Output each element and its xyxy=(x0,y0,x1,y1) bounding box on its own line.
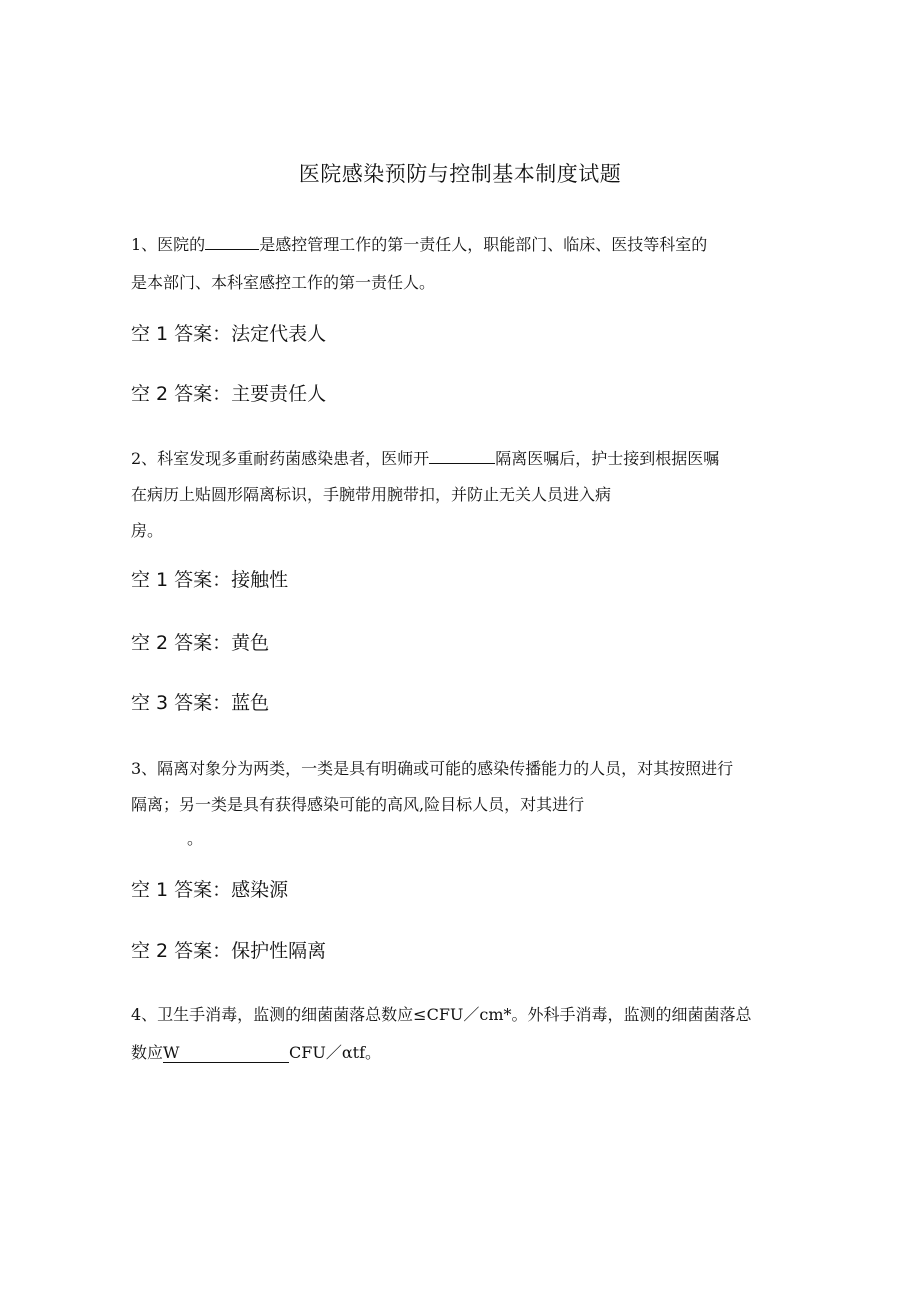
question-1-line-1 xyxy=(131,232,707,255)
question-1-answer-1: 空 1 答案：法定代表人 xyxy=(131,323,327,345)
question-1-text-b: 是感控管理工作的第一责任人，职能部门、临床、医技等科室的 xyxy=(259,235,708,254)
question-2-blank-1 xyxy=(429,463,495,464)
question-2-text-a: 2、科室发现多重耐药菌感染患者，医师开 xyxy=(131,449,430,468)
question-1-line-2: 是本部门、本科室感控工作的第一责任人。 xyxy=(131,273,436,292)
question-4-text-a: 数应 xyxy=(131,1043,164,1062)
question-2-answer-2: 空 2 答案：黄色 xyxy=(131,632,270,654)
question-4-text-b: CFU／αtf。 xyxy=(289,1043,382,1062)
question-4-line-1: 4、卫生手消毒，监测的细菌菌落总数应≤CFU／cm*。外科手消毒，监测的细菌菌落总 xyxy=(131,1005,752,1024)
question-3-line-2: 隔离；另一类是具有获得感染可能的高风,险目标人员，对其进行 xyxy=(131,795,585,814)
question-1-blank-1 xyxy=(205,249,259,250)
question-4-line-2 xyxy=(131,1040,381,1063)
question-3-answer-2: 空 2 答案：保护性隔离 xyxy=(131,940,327,962)
question-2-line-2: 在病历上贴圆形隔离标识，手腕带用腕带扣，并防止无关人员进入病 xyxy=(131,485,612,504)
question-2-text-b: 隔离医嘱后，护士接到根据医嘱 xyxy=(495,449,720,468)
question-2-answer-3: 空 3 答案：蓝色 xyxy=(131,692,270,714)
question-1-answer-2: 空 2 答案：主要责任人 xyxy=(131,383,327,405)
question-2-line-3: 房。 xyxy=(131,521,164,540)
question-2-line-1 xyxy=(131,446,719,469)
question-4-blank-1 xyxy=(163,1043,289,1063)
page-title: 医院感染预防与控制基本制度试题 xyxy=(298,162,622,186)
question-1-text-a: 1、医院的 xyxy=(131,235,206,254)
question-3-line-3: 。 xyxy=(187,829,204,848)
question-3-line-1: 3、隔离对象分为两类，一类是具有明确或可能的感染传播能力的人员，对其按照进行 xyxy=(131,759,734,778)
question-2-answer-1: 空 1 答案：接触性 xyxy=(131,569,289,591)
question-4-blank-mark: W xyxy=(163,1043,180,1062)
question-3-answer-1: 空 1 答案：感染源 xyxy=(131,879,289,901)
